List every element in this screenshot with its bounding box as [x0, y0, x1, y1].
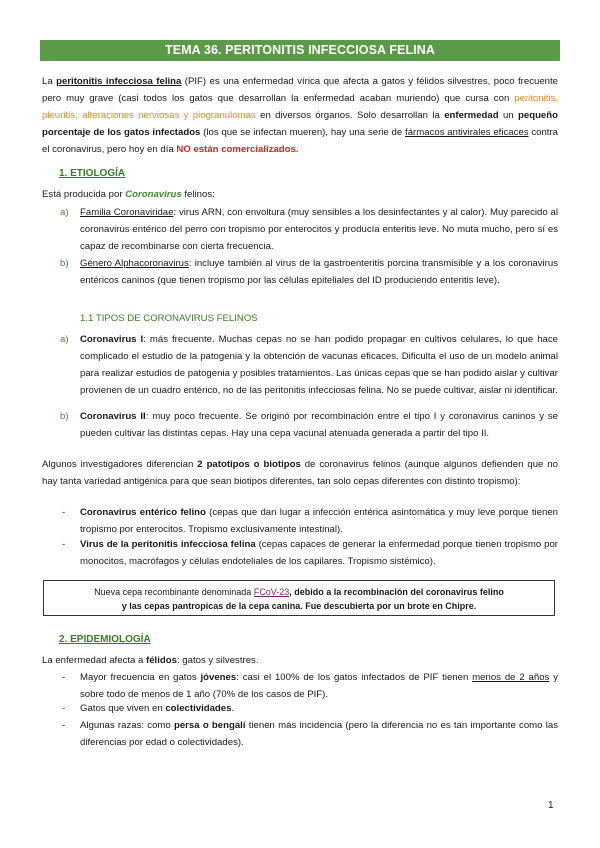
- list-item: Virus de la peritonitis infecciosa felina (cepas capaces de generar la enfermedad porque tienen tropismo por monocitos, macrófagos y células endoteliales de los capilares. Tropismo sistémico).: [80, 539, 558, 567]
- page-number: 1: [548, 800, 554, 811]
- list-marker: -: [62, 720, 66, 731]
- list-item: Familia Coronaviridae: virus ARN, con envoltura (muy sensibles a los desinfectantes y al calor). Muy parecido al coronavirus entérico del perro con tropismo por enterocitos y producía enteritis leve. No muta mucho, pero sí es capaz de recombinarse con cierta frecuencia.: [80, 207, 559, 252]
- list-item: Género Alphacoronavirus: incluye también al virus de la gastroenteritis porcina transmisible y a los coronavirus entéricos caninos (que tienen tropismo por las células epiteliales del ID produciendo enteritis leve).: [80, 258, 558, 286]
- intro-symptoms: peritonitis, pleuritis, alteraciones nerviosas y piogranulomas: [42, 93, 558, 121]
- list-marker: a): [60, 207, 69, 218]
- intro-text: (los que se infectan mueren), hay una serie de: [200, 127, 406, 138]
- intro-term-pif: peritonitis infecciosa felina: [56, 76, 182, 87]
- list-item: Coronavirus entérico felino (cepas que dan lugar a infección entérica asintomática y muy leve porque tienen tropismo por enterocitos. Tropismo exclusivamente intestinal).: [80, 507, 559, 535]
- list-marker: -: [62, 672, 66, 683]
- section-heading-epidemiologia: 2. EPIDEMIOLOGÍA: [59, 634, 151, 645]
- intro-text: en diversos órganos. Solo desarrollan la: [255, 110, 445, 121]
- intro-bold: pequeño porcentaje de los gatos infectados: [42, 110, 558, 138]
- list-item: Gatos que viven en colectividades.: [80, 703, 235, 714]
- intro-text: (PIF) es una enfermedad vírica que afecta a gatos y félidos silvestres, poco frecuente pero muy grave (casi todos los gatos que desarrollan la enfermedad acaban muriendo) que cursa con: [42, 76, 558, 104]
- intro-not-marketed: NO están comercializados.: [176, 144, 299, 155]
- list-item: Algunas razas: como persa o bengalí tienen más incidencia (pero la diferencia no es tan importante como las diferencias por edad o colectividades).: [80, 720, 558, 748]
- note-box: [43, 580, 555, 616]
- intro-bold: enfermedad: [444, 110, 499, 121]
- note-line-2: y las cepas pantropicas de la cepa canina. Fue descubierta por un brote en Chipre.: [121, 601, 477, 611]
- epidemiologia-lead: La enfermedad afecta a félidos: gatos y silvestres.: [42, 655, 259, 666]
- list-marker: -: [62, 703, 66, 714]
- intro-text: La: [42, 76, 57, 87]
- intro-underlined: fármacos antivirales eficaces: [405, 127, 529, 138]
- biotipos-paragraph: Algunos investigadores diferencian 2 patotipos o biotipos de coronavirus felinos (aunque algunos defienden que no hay tanta variedad antigénica para que sean biotipos diferentes, tan solo cepas diferentes con distinto tropismo):: [42, 459, 558, 487]
- list-item: Coronavirus I: más frecuente. Muchas cepas no se han podido propagar en cultivos celulares, lo que hace complicado el estudio de la patogenia y la obtención de vacunas eficaces. Dificulta el uso de un modelo animal para realizar estudios de patogenia y posibles tratamientos. Las únicas cepas que se han podido aislar y cultivar provienen de un cuadro entérico, no de las peritonitis infecciosas felina. No se puede cultivar, aislar ni identificar.: [80, 334, 558, 396]
- list-marker: b): [60, 258, 69, 269]
- coronavirus-term: Coronavirus: [125, 189, 182, 200]
- intro-text: un: [498, 110, 519, 121]
- page-title: TEMA 36. PERITONITIS INFECCIOSA FELINA: [40, 40, 560, 61]
- subsection-heading-tipos: 1.1 TIPOS DE CORONAVIRUS FELINOS: [80, 313, 258, 324]
- list-item: Coronavirus II: muy poco frecuente. Se originó por recombinación entre el tipo I y coronavirus caninos y se pueden cultivar las distintas cepas. Hay una cepa vacunal atenuada generada a partir del tipo II.: [80, 411, 558, 439]
- list-marker: -: [62, 507, 66, 518]
- list-item: Mayor frecuencia en gatos jóvenes: casi el 100% de los gatos infectados de PIF tienen menos de 2 años y sobre todo de menos de 1 año (70% de los casos de PIF).: [80, 672, 558, 700]
- etiologia-lead: Está producida por Coronavirus felinos:: [42, 189, 215, 200]
- note-line-1: Nueva cepa recombinante denominada FCoV-23, debido a la recombinación del coronavirus felino: [94, 587, 504, 597]
- list-marker: b): [60, 411, 69, 422]
- section-heading-etiologia: 1. ETIOLOGÍA: [59, 168, 126, 179]
- intro-text: contra el coronavirus, pero hoy en día: [42, 127, 558, 155]
- intro-paragraph: [42, 73, 558, 158]
- fcov23-link[interactable]: FCoV-23: [253, 587, 290, 597]
- list-marker: -: [62, 539, 66, 550]
- biotipos-term: 2 patotipos o biotipos: [197, 459, 301, 470]
- list-marker: a): [60, 334, 69, 345]
